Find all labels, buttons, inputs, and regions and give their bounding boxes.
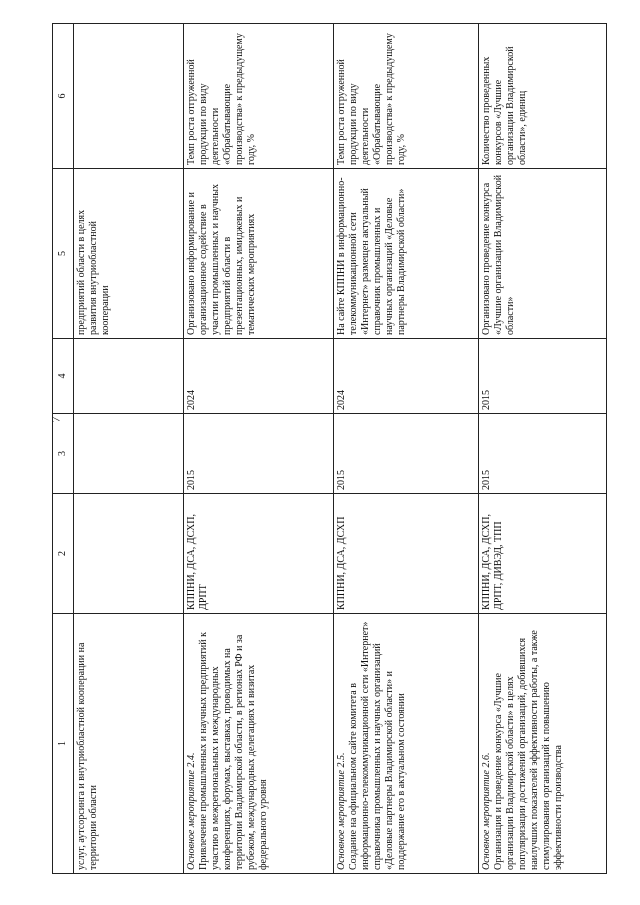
header-cell-2: 2 — [53, 494, 74, 614]
table-container — [52, 24, 605, 874]
activity-title: Основное мероприятие 2.6. — [481, 752, 492, 870]
header-cell-3: 3 — [53, 414, 74, 494]
activity-text: Организация и проведение конкурса «Лучшие организации Владимирской области» в целях популяризации достижений организаций, добившихся наилучших показателей эффективности работы, а также стимулирования организаций к повышению эффективности производства — [493, 630, 564, 870]
start-year-cell: 2015 — [184, 414, 334, 494]
end-year-cell: 2015 — [479, 339, 607, 414]
result-cell: предприятий области в целях развития внутриобластной кооперации — [74, 169, 184, 339]
activity-title: Основное мероприятие 2.5. — [336, 752, 347, 870]
activity-text: услуг, аутсорсинга и внутриобластной кооперации на территории области — [76, 642, 99, 870]
header-cell-6: 6 — [53, 24, 74, 169]
result-cell: На сайте КППНИ в информационно-телекоммуникационной сети «Интернет» размещен актуальный справочник промышленных и научных организаций «Деловые партнеры Владимирской области» — [334, 169, 479, 339]
executors-cell: КППНИ, ДСА, ДСХП, ДРПТ — [184, 494, 334, 614]
start-year-cell: 2015 — [334, 414, 479, 494]
executors-cell — [74, 494, 184, 614]
table-row — [479, 24, 607, 874]
activity-text: Привлечение промышленных и научных предприятий к участию в межрегиональных и международных конференциях, форумах, выставках, проводимых на территории Владимирской области, в регионах РФ и за рубежом, международных делегациях и визитах федерального уровня — [198, 632, 269, 870]
header-cell-4: 4 — [53, 339, 74, 414]
indicator-cell: Темп роста отгруженной продукции по виду деятельности «Обрабатывающие производства» к предыдущему году, % — [184, 24, 334, 169]
activity-cell — [184, 614, 334, 874]
table-row — [334, 24, 479, 874]
activity-cell — [334, 614, 479, 874]
start-year-cell — [74, 414, 184, 494]
end-year-cell: 2024 — [334, 339, 479, 414]
indicator-cell — [74, 24, 184, 169]
end-year-cell — [74, 339, 184, 414]
header-cell-1: 1 — [53, 614, 74, 874]
activity-cell — [479, 614, 607, 874]
executors-cell: КППНИ, ДСА, ДСХП — [334, 494, 479, 614]
end-year-cell: 2024 — [184, 339, 334, 414]
indicator-cell: Количество проведенных конкурсов «Лучшие организации Владимирской области», единиц — [479, 24, 607, 169]
header-cell-5: 5 — [53, 169, 74, 339]
activity-text: Создание на официальном сайте комитета в информационно-телекоммуникационной сети «Интернет» справочника промышленных и научных организаций «Деловые партнеры Владимирской области» и поддержание его в актуальном состоянии — [348, 621, 407, 870]
table-row — [74, 24, 184, 874]
start-year-cell: 2015 — [479, 414, 607, 494]
page-number: 7 — [48, 416, 63, 423]
result-cell: Организовано проведение конкурса «Лучшие организации Владимирской области» — [479, 169, 607, 339]
activity-cell — [74, 614, 184, 874]
executors-cell: КППНИ, ДСА, ДСХП, ДРПТ, ДИВЭД, ТПП — [479, 494, 607, 614]
table-row — [184, 24, 334, 874]
header-row — [53, 24, 74, 874]
indicator-cell: Темп роста отгруженной продукции по виду деятельности «Обрабатывающие производства» к предыдущему году, % — [334, 24, 479, 169]
result-cell: Организовано информирование и организационное содействие в участии промышленных и научных предприятий области в презентационных, имиджевых и тематических мероприятиях — [184, 169, 334, 339]
activity-title: Основное мероприятие 2.4. — [186, 752, 197, 870]
activities-table — [52, 23, 607, 874]
